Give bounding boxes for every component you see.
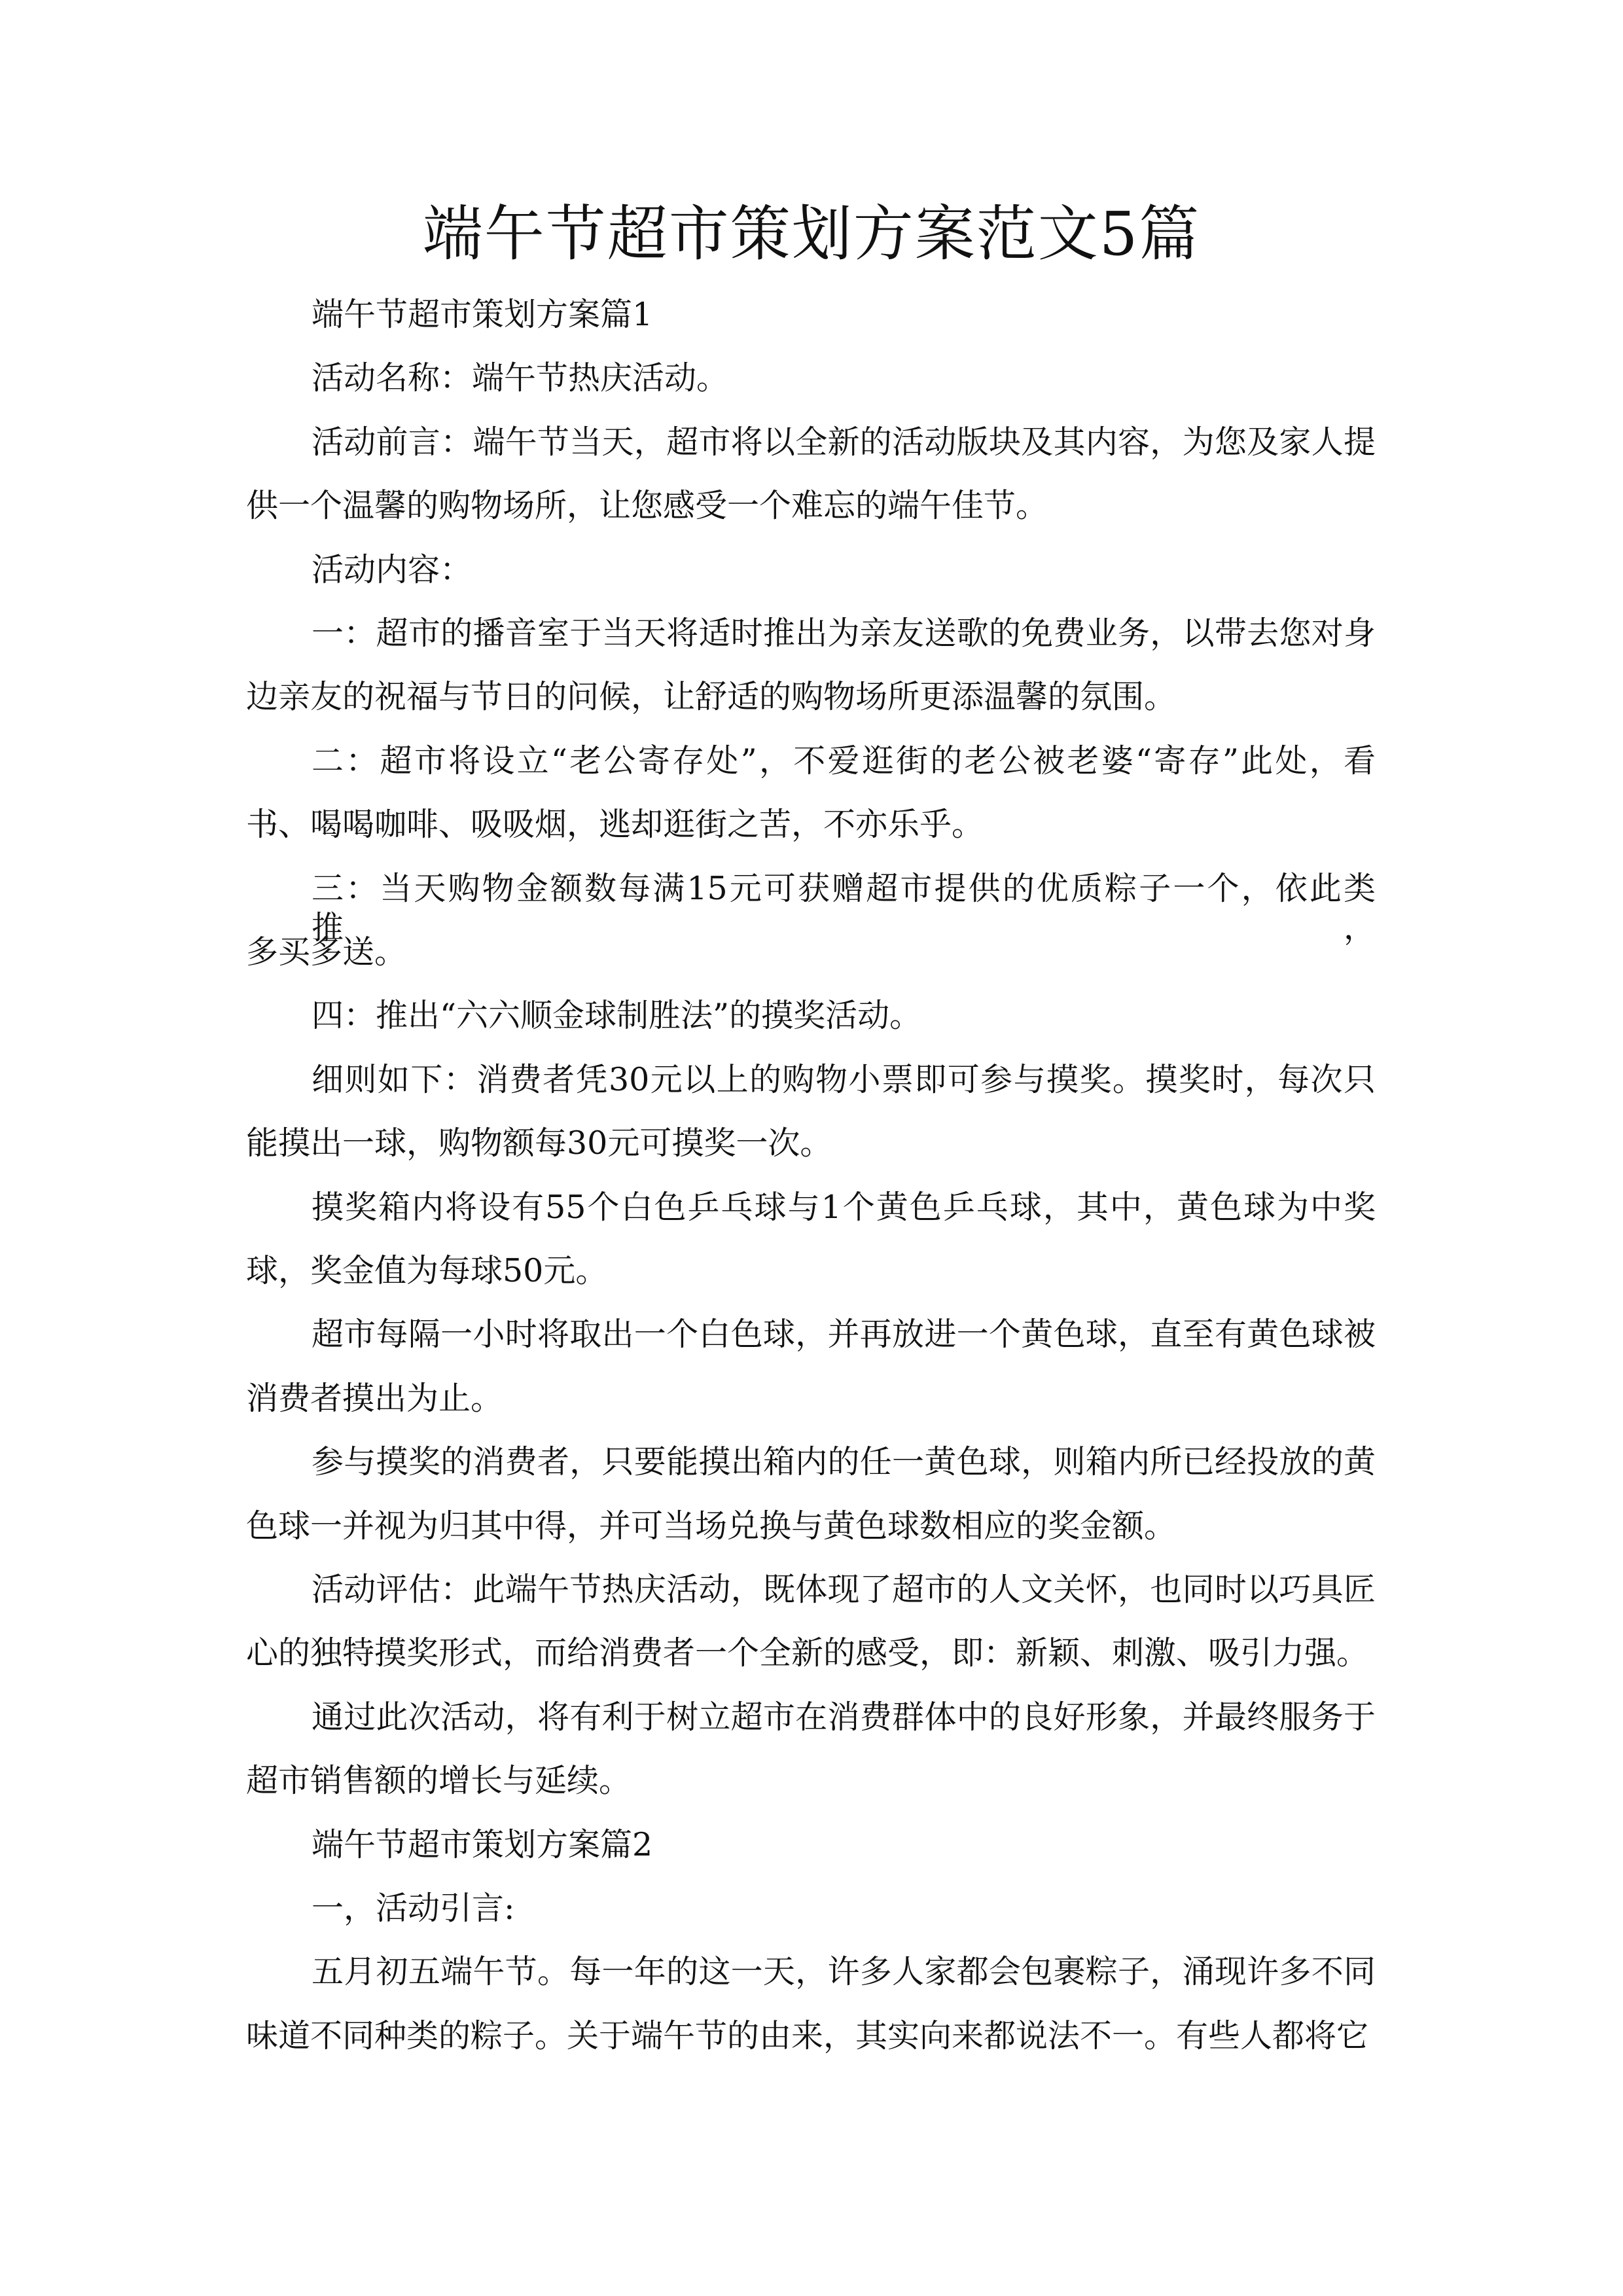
paragraph-line: 边亲友的祝福与节日的问候，让舒适的购物场所更添温馨的氛围。 (246, 678, 1177, 716)
paragraph-line: 端午节超市策划方案篇1 (312, 296, 653, 333)
paragraph-line: 参与摸奖的消费者，只要能摸出箱内的任一黄色球，则箱内所已经投放的黄 (312, 1443, 1376, 1481)
paragraph-line: 供一个温馨的购物场所，让您感受一个难忘的端午佳节。 (246, 487, 1048, 525)
paragraph-line: 多买多送。 (246, 933, 407, 971)
paragraph-line: 通过此次活动，将有利于树立超市在消费群体中的良好形象，并最终服务于 (312, 1698, 1376, 1736)
document-title: 端午节超市策划方案范文5篇 (422, 199, 1201, 269)
paragraph-line: 一：超市的播音室于当天将适时推出为亲友送歌的免费业务，以带去您对身 (312, 615, 1376, 652)
paragraph-line: 味道不同种类的粽子。关于端午节的由来，其实向来都说法不一。有些人都将它 (246, 2017, 1369, 2054)
paragraph-line: 超市每隔一小时将取出一个白色球，并再放进一个黄色球，直至有黄色球被 (312, 1316, 1376, 1354)
paragraph-line: 活动评估：此端午节热庆活动，既体现了超市的人文关怀，也同时以巧具匠 (312, 1571, 1376, 1608)
paragraph-line: 四：推出“六六顺金球制胜法”的摸奖活动。 (312, 997, 922, 1035)
paragraph-line: 端午节超市策划方案篇2 (312, 1825, 653, 1863)
paragraph-line: 色球一并视为归其中得，并可当场兑换与黄色球数相应的奖金额。 (246, 1507, 1177, 1545)
paragraph-line: 心的独特摸奖形式，而给消费者一个全新的感受，即：新颖、刺激、吸引力强。 (246, 1634, 1369, 1672)
paragraph-line: 书、喝喝咖啡、吸吸烟，逃却逛街之苦，不亦乐乎。 (246, 806, 984, 844)
paragraph-line: 摸奖箱内将设有55个白色乒乓球与1个黄色乒乓球，其中，黄色球为中奖 (312, 1188, 1376, 1226)
paragraph-line: 球，奖金值为每球50元。 (246, 1252, 608, 1289)
paragraph-line: 超市销售额的增长与延续。 (246, 1762, 632, 1800)
paragraph-line: 消费者摸出为止。 (246, 1379, 503, 1417)
paragraph-line: 能摸出一球，购物额每30元可摸奖一次。 (246, 1124, 832, 1162)
paragraph-line: 一，活动引言: (312, 1890, 515, 1927)
paragraph-line: 三：当天购物金额数每满15元可获赠超市提供的优质粽子一个，依此类推， (312, 869, 1376, 946)
paragraph-line: 活动名称：端午节热庆活动。 (312, 359, 729, 397)
paragraph-line: 细则如下：消费者凭30元以上的购物小票即可参与摸奖。摸奖时，每次只 (312, 1060, 1376, 1098)
paragraph-line: 活动内容： (312, 550, 473, 588)
paragraph-line: 活动前言：端午节当天，超市将以全新的活动版块及其内容，为您及家人提 (312, 423, 1376, 461)
paragraph-line: 二：超市将设立“老公寄存处”，不爱逛街的老公被老婆“寄存”此处，看 (312, 742, 1376, 780)
paragraph-line: 五月初五端午节。每一年的这一天，许多人家都会包裹粽子，涌现许多不同 (312, 1953, 1376, 1991)
